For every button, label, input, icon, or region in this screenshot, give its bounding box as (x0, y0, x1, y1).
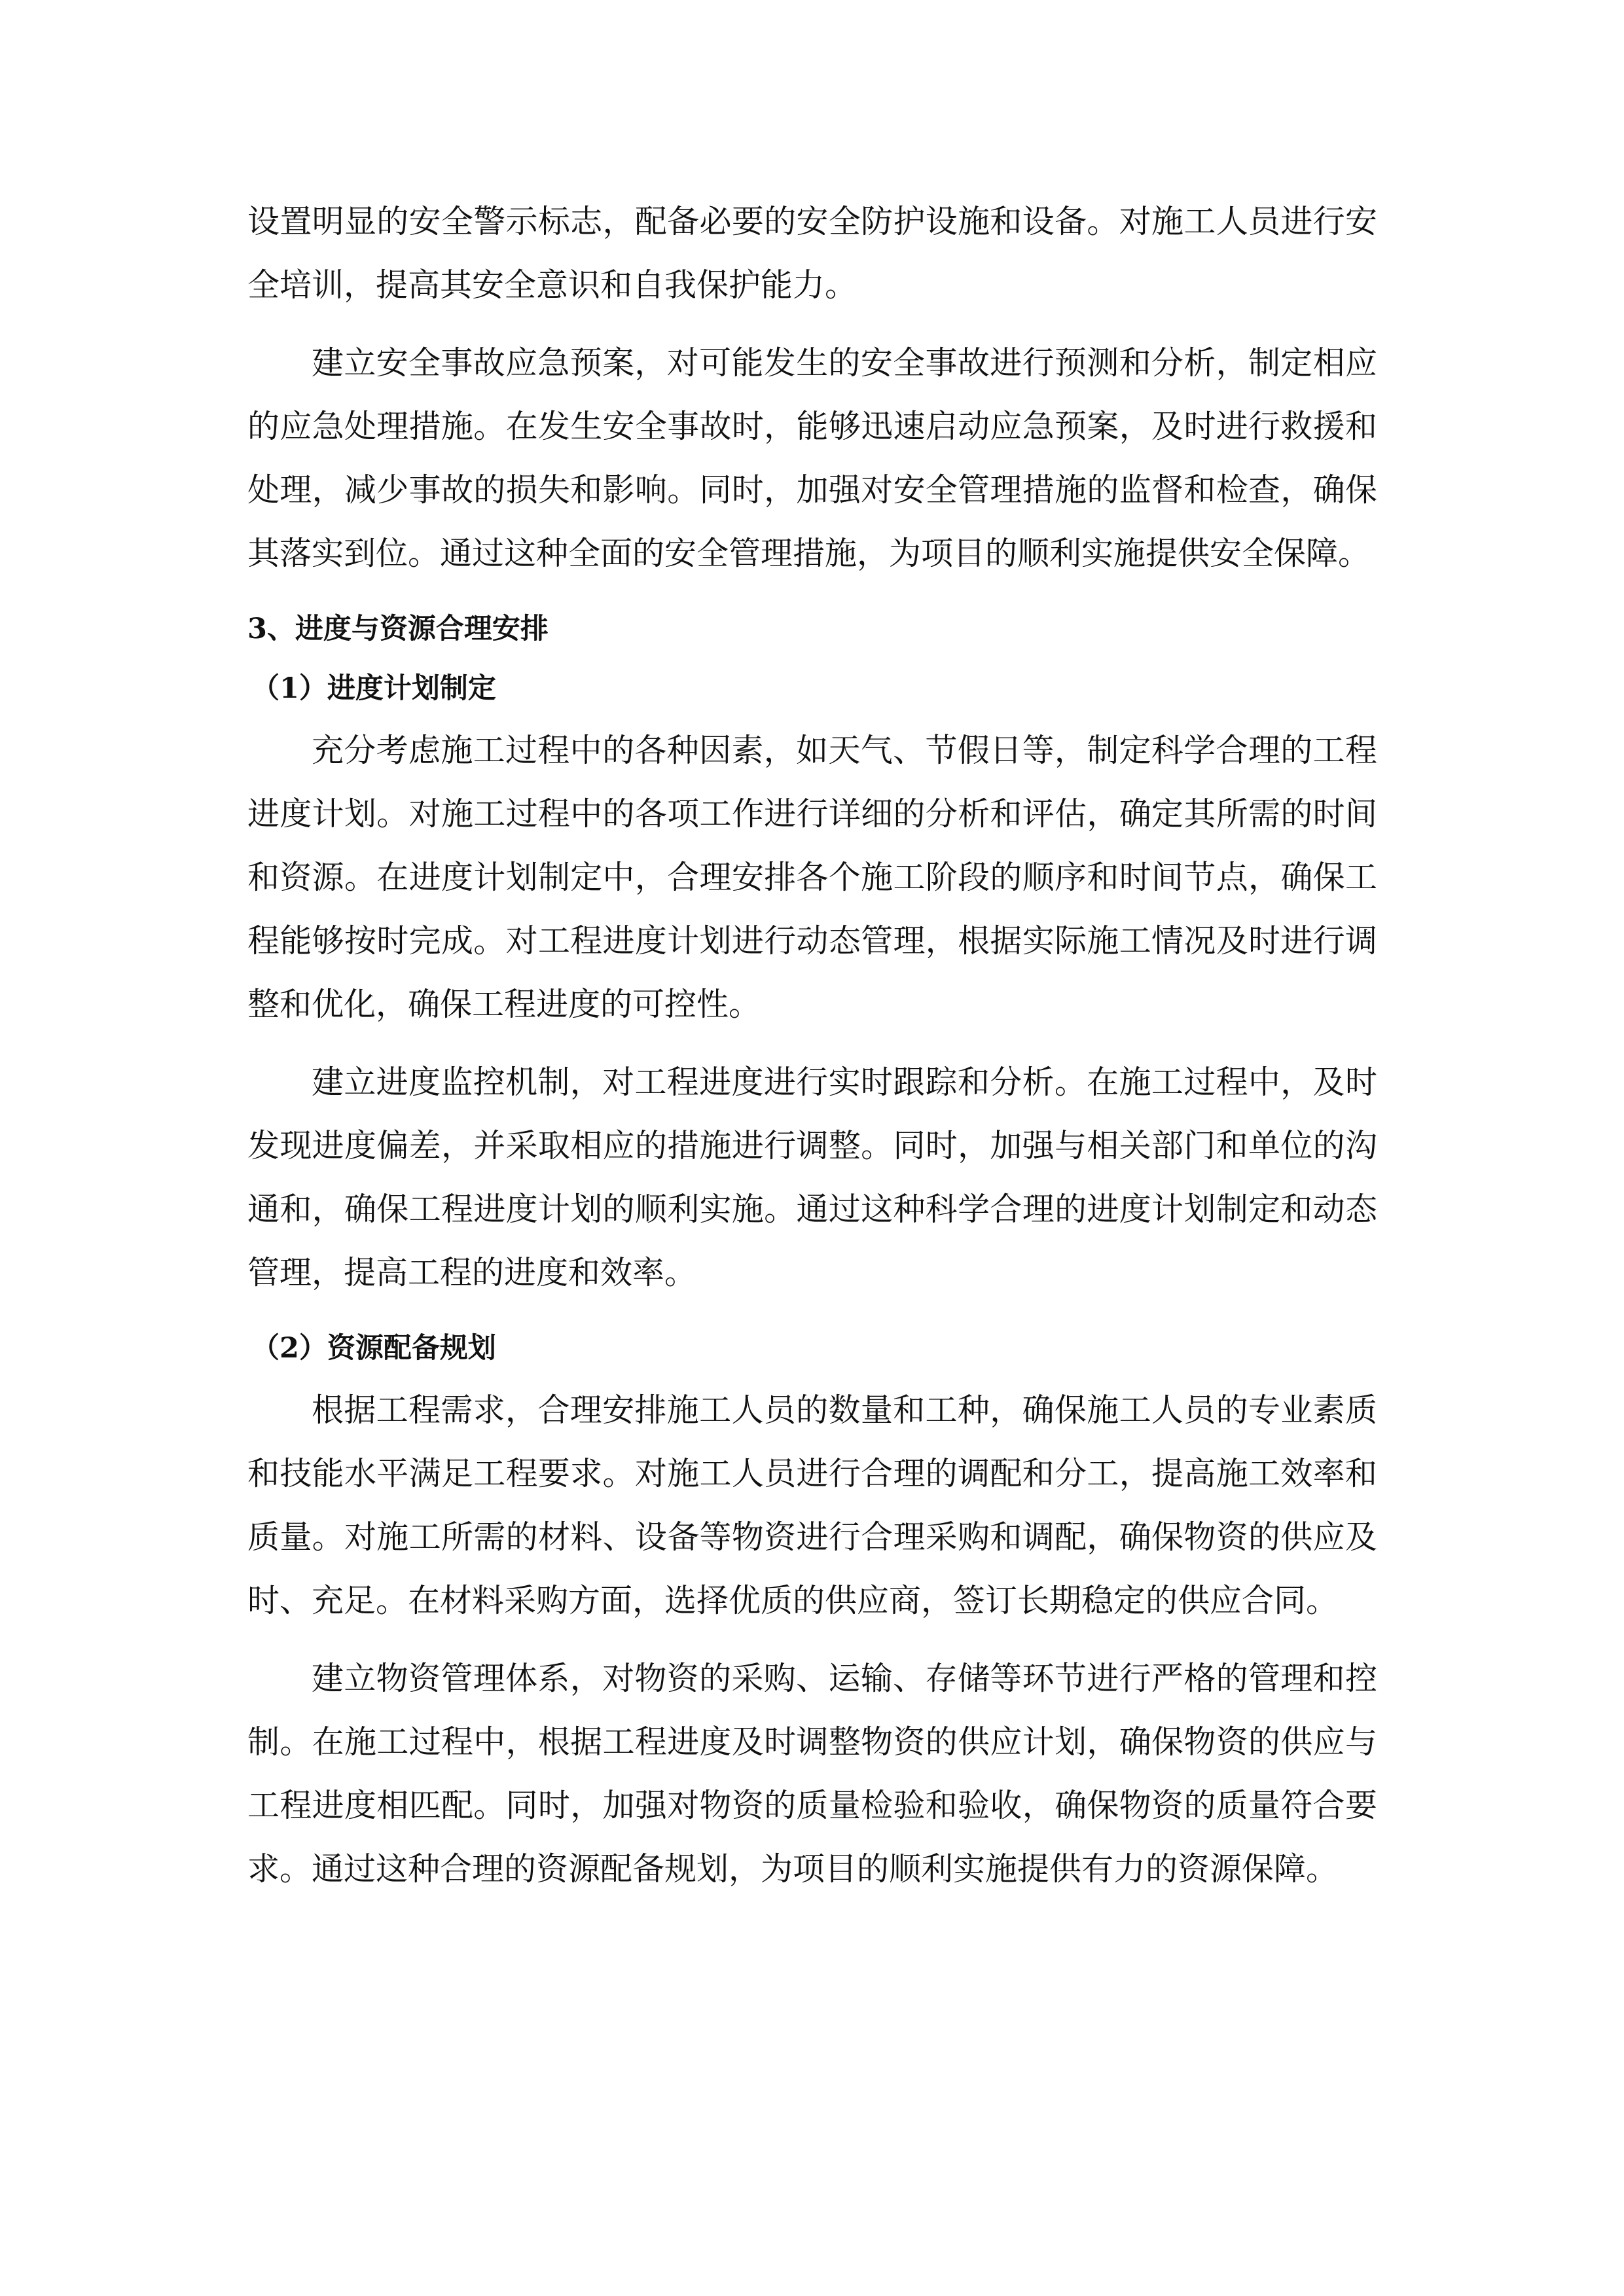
sub-heading-schedule-plan: （1）进度计划制定 (251, 672, 496, 705)
paragraph-schedule-monitoring: 建立进度监控机制，对工程进度进行实时跟踪和分析。在施工过程中，及时发现进度偏差，并采取相应的措施进行调整。同时，加强与相关部门和单位的沟通和，确保工程进度计划的顺利实施。通过这种科学合理的进度计划制定和动态管理，提高工程的进度和效率。 (247, 1064, 1377, 1291)
paragraph-resource-allocation: 根据工程需求，合理安排施工人员的数量和工种，确保施工人员的专业素质和技能水平满足工程要求。对施工人员进行合理的调配和分工，提高施工效率和质量。对施工所需的材料、设备等物资进行合理采购和调配，确保物资的供应及时、充足。在材料采购方面，选择优质的供应商，签订长期稳定的供应合同。 (247, 1391, 1377, 1619)
paragraph-safety-signs: 设置明显的安全警示标志，配备必要的安全防护设施和设备。对施工人员进行安全培训，提高其安全意识和自我保护能力。 (247, 203, 1377, 304)
section-heading-schedule-resources: 3、进度与资源合理安排 (247, 613, 549, 645)
document-page (247, 190, 1377, 1915)
paragraph-emergency-plan: 建立安全事故应急预案，对可能发生的安全事故进行预测和分析，制定相应的应急处理措施。在发生安全事故时，能够迅速启动应急预案，及时进行救援和处理，减少事故的损失和影响。同时，加强对安全管理措施的监督和检查，确保其落实到位。通过这种全面的安全管理措施，为项目的顺利实施提供安全保障。 (247, 344, 1377, 572)
sub-heading-resource-planning: （2）资源配备规划 (251, 1332, 496, 1365)
paragraph-materials-management: 建立物资管理体系，对物资的采购、运输、存储等环节进行严格的管理和控制。在施工过程中，根据工程进度及时调整物资的供应计划，确保物资的供应与工程进度相匹配。同时，加强对物资的质量检验和验收，确保物资的质量符合要求。通过这种合理的资源配备规划，为项目的顺利实施提供有力的资源保障。 (247, 1660, 1377, 1888)
paragraph-schedule-plan: 充分考虑施工过程中的各种因素，如天气、节假日等，制定科学合理的工程进度计划。对施工过程中的各项工作进行详细的分析和评估，确定其所需的时间和资源。在进度计划制定中，合理安排各个施工阶段的顺序和时间节点，确保工程能够按时完成。对工程进度计划进行动态管理，根据实际施工情况及时进行调整和优化，确保工程进度的可控性。 (247, 732, 1377, 1023)
